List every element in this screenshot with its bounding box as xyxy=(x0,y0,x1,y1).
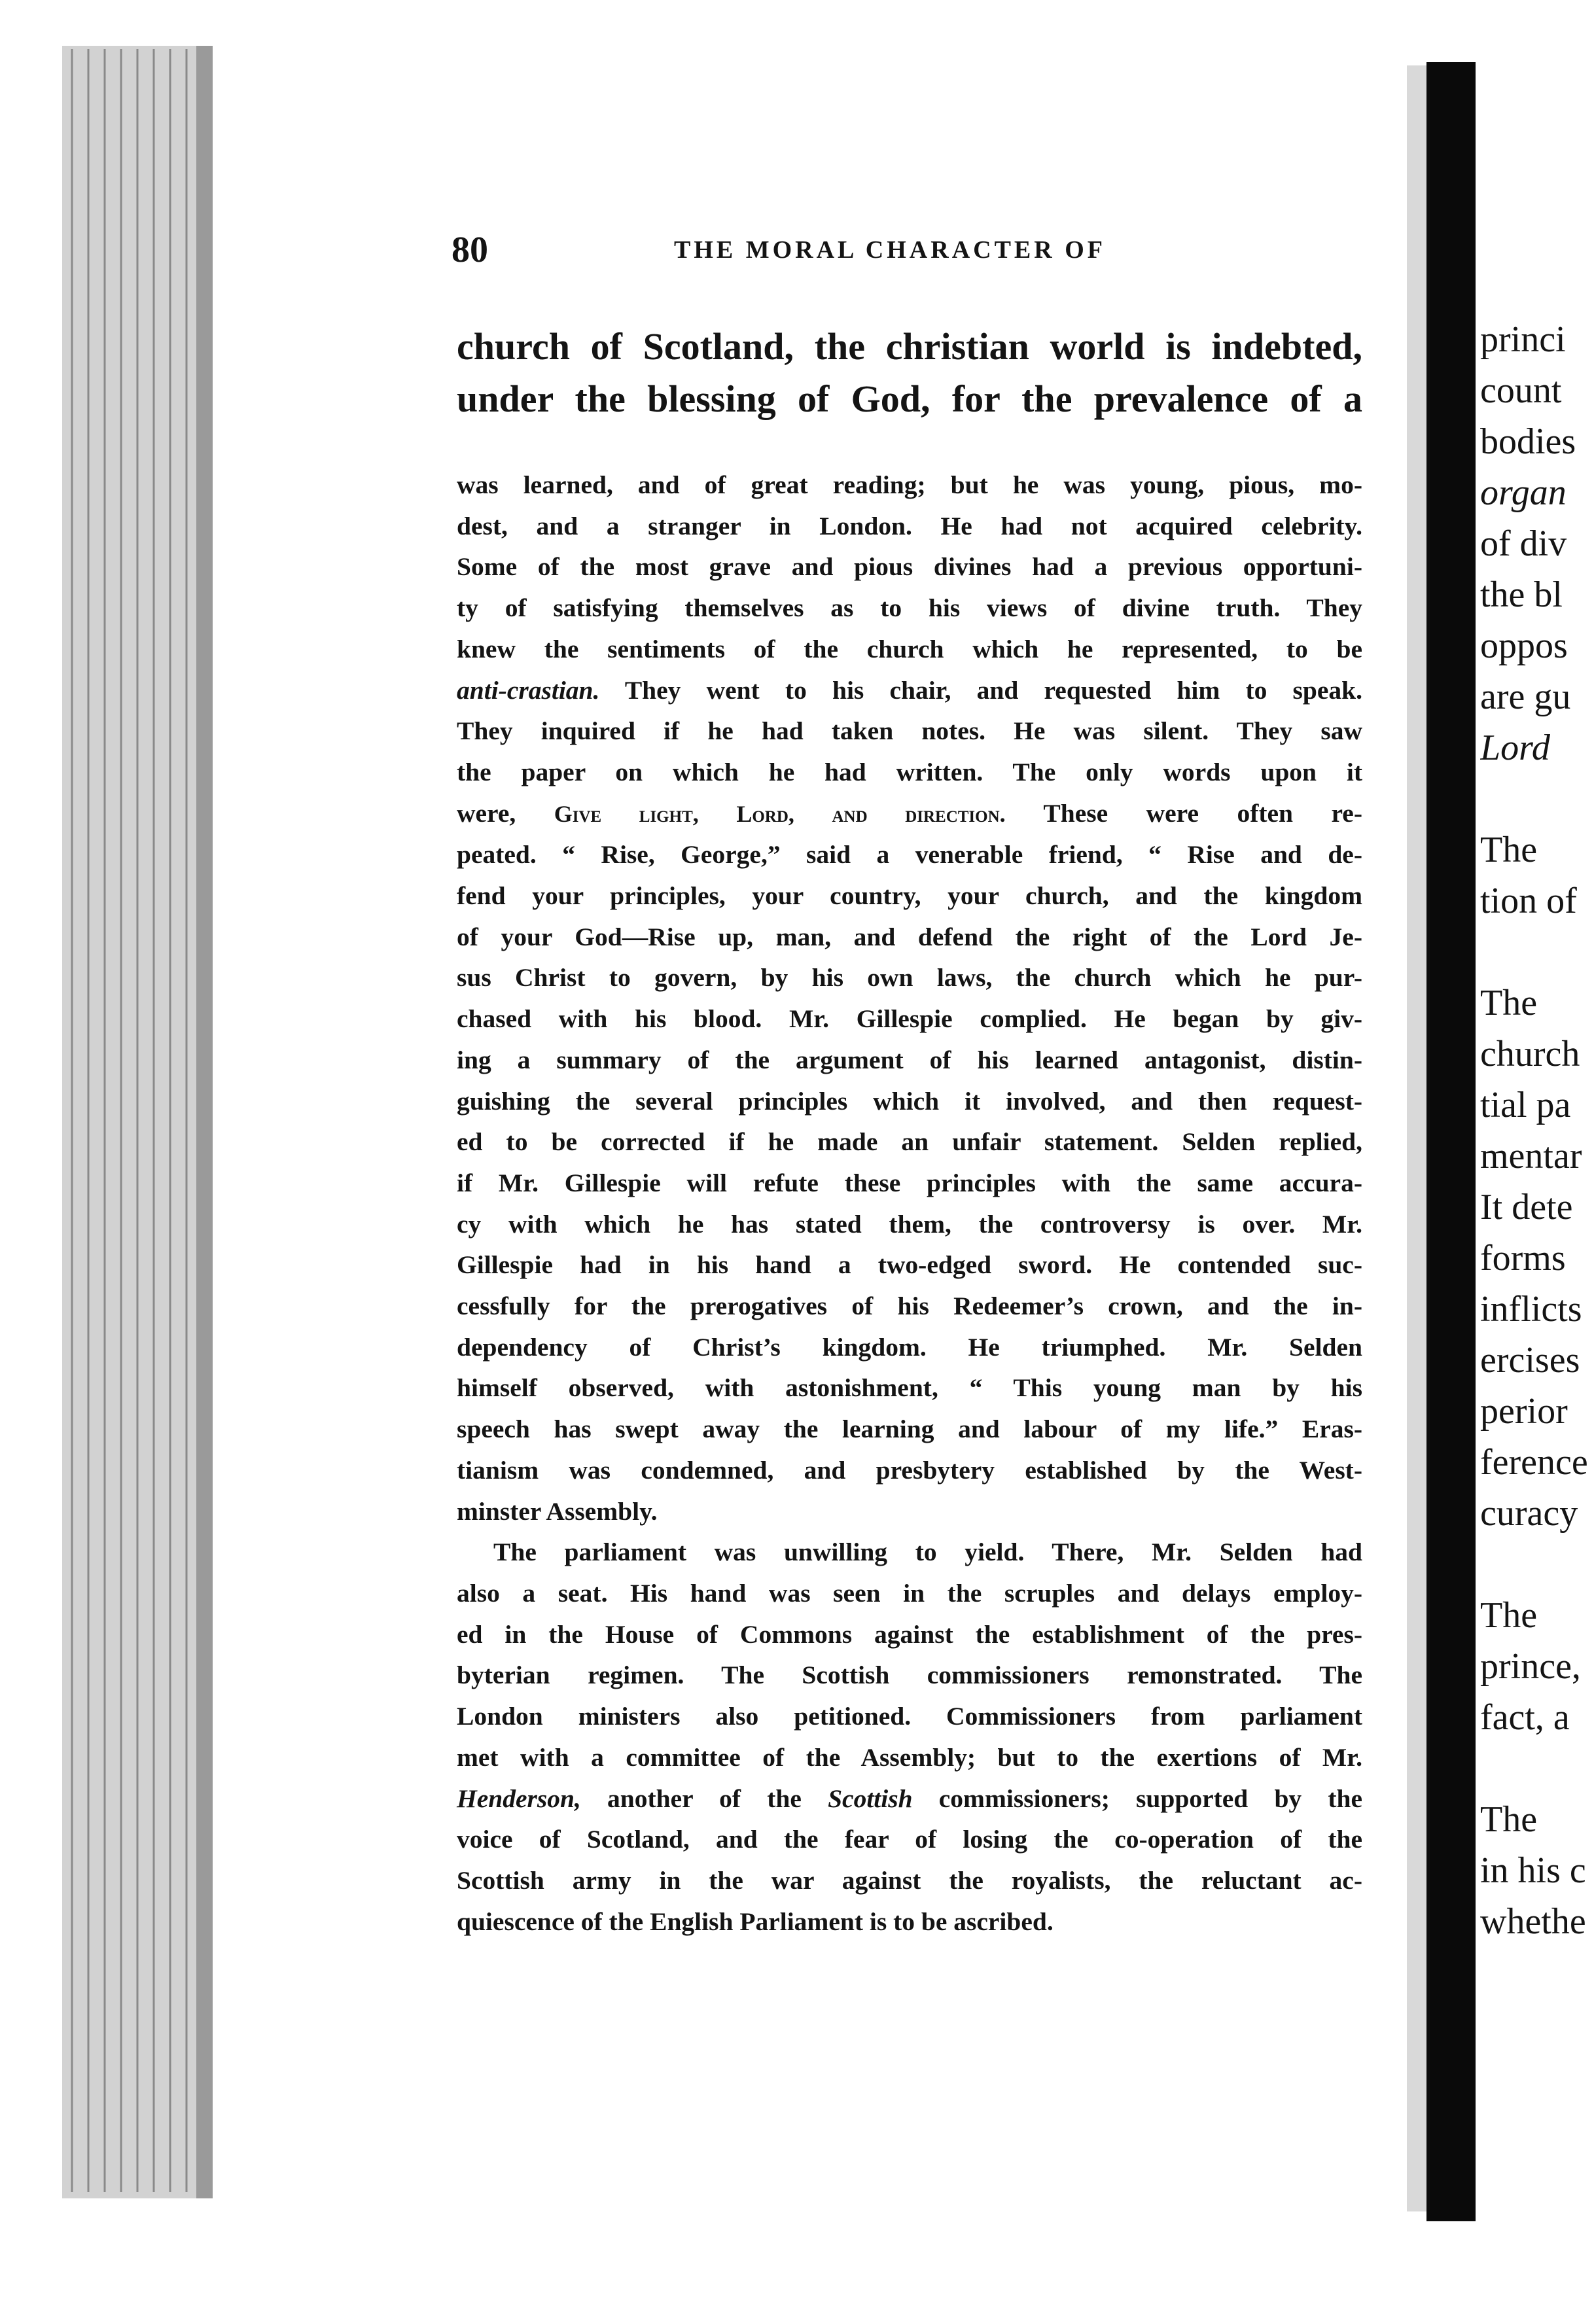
line-text: another of the xyxy=(580,1784,828,1813)
facing-line: bodies xyxy=(1480,421,1576,462)
note-line: voice of Scotland, and the fear of losing the co-operation of the xyxy=(457,1825,1362,1854)
facing-page-text xyxy=(1480,314,1594,1947)
facing-line: mentar xyxy=(1480,1136,1582,1176)
facing-line xyxy=(1480,926,1594,977)
facing-line: Lord xyxy=(1480,728,1550,768)
note-line: peated. “ Rise, George,” said a venerable friend, “ Rise and de- xyxy=(457,840,1362,870)
continued-text xyxy=(457,321,1362,425)
italic-name: Henderson, xyxy=(457,1784,581,1813)
facing-line: church xyxy=(1480,1034,1580,1074)
facing-line xyxy=(1480,1539,1594,1590)
note-line: Some of the most grave and pious divines had a previous opportuni- xyxy=(457,552,1362,582)
facing-line: tial pa xyxy=(1480,1085,1571,1125)
line-text: These were often re- xyxy=(1005,798,1362,828)
facing-line: fact, a xyxy=(1480,1697,1570,1738)
facing-line: organ xyxy=(1480,472,1567,513)
note-line: the paper on which he had written. The only words upon it xyxy=(457,757,1362,786)
note-line: also a seat. His hand was seen in the scruples and delays employ- xyxy=(457,1578,1362,1608)
note-line: guishing the several principles which it involved, and then request- xyxy=(457,1086,1362,1116)
note-line xyxy=(457,793,1362,835)
running-title: THE MORAL CHARACTER OF xyxy=(674,236,1106,264)
facing-line: The xyxy=(1480,1799,1538,1840)
note-line: Gillespie had in his hand a two-edged sword. He contended suc- xyxy=(457,1250,1362,1280)
note-line: fend your principles, your country, your church, and the kingdom xyxy=(457,881,1362,911)
note-line: London ministers also petitioned. Commissioners from parliament xyxy=(457,1702,1362,1731)
facing-line: are gu xyxy=(1480,677,1571,717)
facing-line: tion of xyxy=(1480,881,1577,921)
note-line: chased with his blood. Mr. Gillespie complied. He began by giv- xyxy=(457,1004,1362,1034)
page-number: 80 xyxy=(452,230,488,270)
italic-term: anti-crastian. xyxy=(457,675,600,705)
note-line: if Mr. Gillespie will refute these principles with the same accura- xyxy=(457,1168,1362,1197)
note-line xyxy=(457,670,1362,711)
facing-line: ercises xyxy=(1480,1340,1580,1381)
facing-line: whethe xyxy=(1480,1901,1586,1942)
facing-line xyxy=(1480,1743,1594,1794)
line-text: were, xyxy=(457,798,554,828)
italic-name: Scottish xyxy=(828,1784,913,1813)
note-line xyxy=(457,1778,1362,1820)
facing-line: princi xyxy=(1480,319,1566,360)
note-line: cy with which he has stated them, the controversy is over. Mr. xyxy=(457,1209,1362,1239)
note-line: quiescence of the English Parliament is to be ascribed. xyxy=(457,1907,1054,1936)
note-line: byterian regimen. The Scottish commissioners remonstrated. The xyxy=(457,1661,1362,1690)
facing-line: curacy xyxy=(1480,1493,1578,1534)
gutter xyxy=(1426,62,1476,2221)
facing-line: inflicts xyxy=(1480,1289,1582,1329)
note-line: Scottish army in the war against the royalists, the reluctant ac- xyxy=(457,1865,1362,1895)
facing-line: ference xyxy=(1480,1442,1588,1483)
facing-line: of div xyxy=(1480,523,1567,564)
note-line: The parliament was unwilling to yield. There, Mr. Selden had xyxy=(493,1538,1362,1567)
facing-line: It dete xyxy=(1480,1187,1573,1227)
line-text: commissioners; supported by the xyxy=(912,1784,1362,1813)
note-line: met with a committee of the Assembly; but to the exertions of Mr. xyxy=(457,1742,1362,1772)
note-line: They inquired if he had taken notes. He was silent. They saw xyxy=(457,716,1362,746)
line-text: They went to his chair, and requested him to speak. xyxy=(599,675,1362,705)
facing-line: forms xyxy=(1480,1238,1566,1278)
facing-line: The xyxy=(1480,983,1538,1023)
facing-line: prince, xyxy=(1480,1646,1581,1687)
facing-line xyxy=(1480,773,1594,824)
facing-line: count xyxy=(1480,370,1562,411)
small-caps-phrase: Give light, Lord, and direction. xyxy=(554,800,1006,827)
text-line: church of Scotland, the christian world is indebted, xyxy=(457,325,1362,368)
note-line: dependency of Christ’s kingdom. He triumphed. Mr. Selden xyxy=(457,1332,1362,1362)
note-line: speech has swept away the learning and labour of my life.” Eras- xyxy=(457,1415,1362,1444)
note-line: of your God—Rise up, man, and defend the right of the Lord Je- xyxy=(457,922,1362,951)
note-line: ed in the House of Commons against the establishment of the pres- xyxy=(457,1619,1362,1649)
facing-line: oppos xyxy=(1480,625,1568,666)
note-line: cessfully for the prerogatives of his Redeemer’s crown, and the in- xyxy=(457,1292,1362,1321)
note-line: tianism was condemned, and presbytery established by the West- xyxy=(457,1455,1362,1485)
note-line: minster Assembly. xyxy=(457,1496,658,1526)
note-line: ty of satisfying themselves as to his views of divine truth. They xyxy=(457,593,1362,623)
note-line: ing a summary of the argument of his learned antagonist, distin- xyxy=(457,1045,1362,1074)
note-line: knew the sentiments of the church which he represented, to be xyxy=(457,634,1362,663)
note-block xyxy=(457,465,1362,1942)
facing-line: The xyxy=(1480,1595,1538,1636)
note-line: ed to be corrected if he made an unfair statement. Selden replied, xyxy=(457,1127,1362,1157)
text-line: under the blessing of God, for the prevalence of a xyxy=(457,378,1362,420)
note-line: was learned, and of great reading; but he was young, pious, mo- xyxy=(457,470,1362,499)
facing-line: in his c xyxy=(1480,1850,1586,1891)
note-line: sus Christ to govern, by his own laws, the church which he pur- xyxy=(457,963,1362,993)
facing-line: The xyxy=(1480,830,1538,870)
facing-line: perior xyxy=(1480,1391,1568,1432)
note-line: dest, and a stranger in London. He had not acquired celebrity. xyxy=(457,511,1362,540)
facing-line: the bl xyxy=(1480,574,1563,615)
note-line: himself observed, with astonishment, “ This young man by his xyxy=(457,1373,1362,1403)
running-head xyxy=(452,229,1368,281)
